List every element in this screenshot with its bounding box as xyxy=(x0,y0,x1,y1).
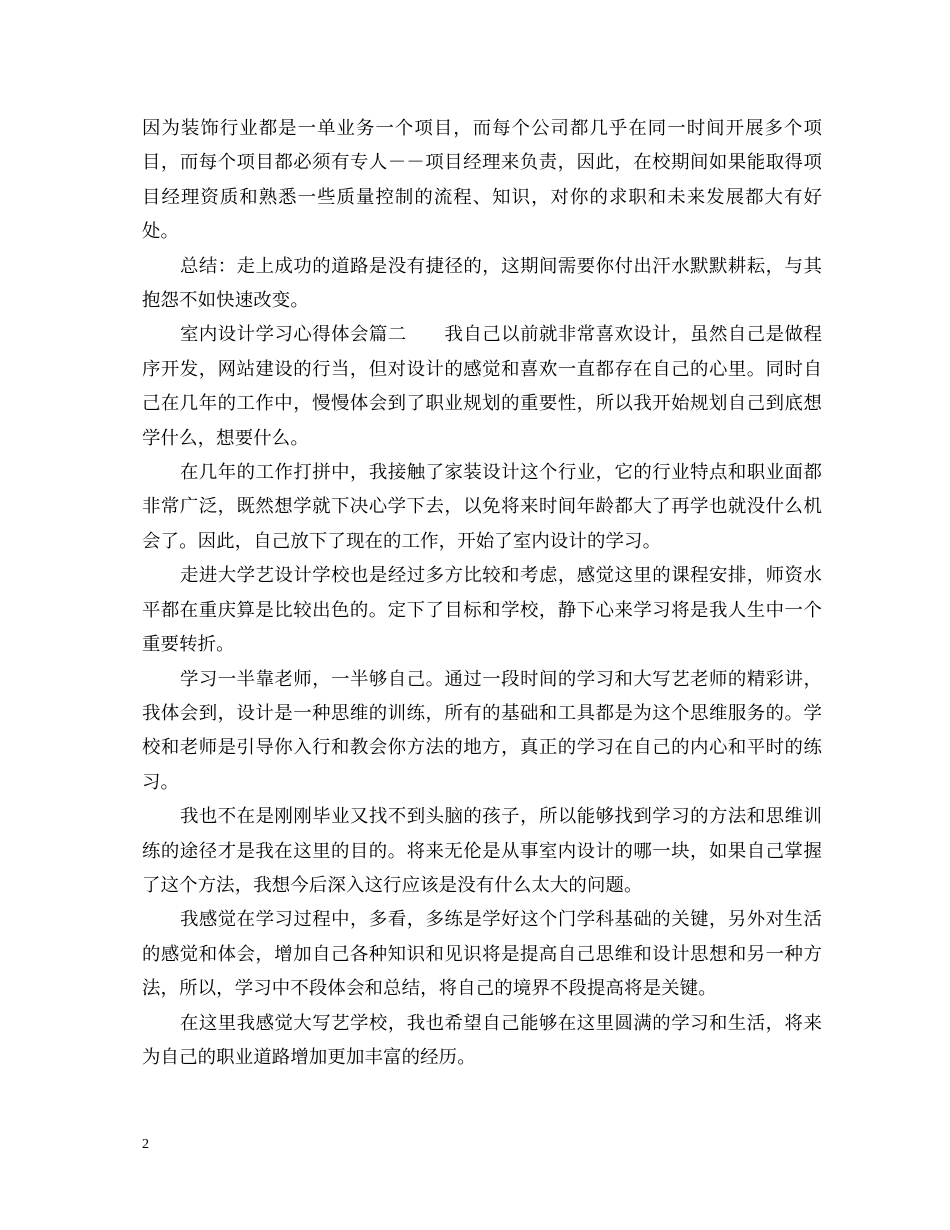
paragraph: 走进大学艺设计学校也是经过多方比较和考虑，感觉这里的课程安排，师资水平都在重庆算是比较出色的。定下了目标和学校，静下心来学习将是我人生中一个重要转折。 xyxy=(142,565,822,656)
paragraph: 在这里我感觉大写艺学校，我也希望自己能够在这里圆满的学习和生活，将来为自己的职业道路增加更加丰富的经历。 xyxy=(142,1012,822,1068)
paragraph: 室内设计学习心得体会篇二 我自己以前就非常喜欢设计，虽然自己是做程序开发，网站建设的行当，但对设计的感觉和喜欢一直都存在自己的心里。同时自己在几年的工作中，慢慢体会到了职业规划的重要性，所以我开始规划自己到底想学什么，想要什么。 xyxy=(142,324,822,449)
paragraph: 因为装饰行业都是一单业务一个项目，而每个公司都几乎在同一时间开展多个项目，而每个项目都必须有专人－－项目经理来负责，因此，在校期间如果能取得项目经理资质和熟悉一些质量控制的流程、知识，对你的求职和未来发展都大有好处。 xyxy=(142,118,822,243)
document-body xyxy=(142,112,822,1075)
paragraph: 学习一半靠老师，一半够自己。通过一段时间的学习和大写艺老师的精彩讲，我体会到，设计是一种思维的训练，所有的基础和工具都是为这个思维服务的。学校和老师是引导你入行和教会你方法的地方，真正的学习在自己的内心和平时的练习。 xyxy=(142,668,822,793)
page-number: 2 xyxy=(142,1137,149,1152)
paragraph: 在几年的工作打拼中，我接触了家装设计这个行业，它的行业特点和职业面都非常广泛，既然想学就下决心学下去，以免将来时间年龄都大了再学也就没什么机会了。因此，自己放下了现在的工作，开始了室内设计的学习。 xyxy=(142,462,822,552)
paragraph: 总结：走上成功的道路是没有捷径的，这期间需要你付出汗水默默耕耘，与其抱怨不如快速改变。 xyxy=(142,255,822,312)
paragraph: 我也不在是刚刚毕业又找不到头脑的孩子，所以能够找到学习的方法和思维训练的途径才是我在这里的目的。将来无伦是从事室内设计的哪一块，如果自己掌握了这个方法，我想今后深入这行应该是没有什么太大的问题。 xyxy=(142,806,822,896)
paragraph: 我感觉在学习过程中，多看，多练是学好这个门学科基础的关键，另外对生活的感觉和体会，增加自己各种知识和见识将是提高自己思维和设计思想和另一种方法，所以，学习中不段体会和总结，将自己的境界不段提高将是关键。 xyxy=(142,909,822,1000)
